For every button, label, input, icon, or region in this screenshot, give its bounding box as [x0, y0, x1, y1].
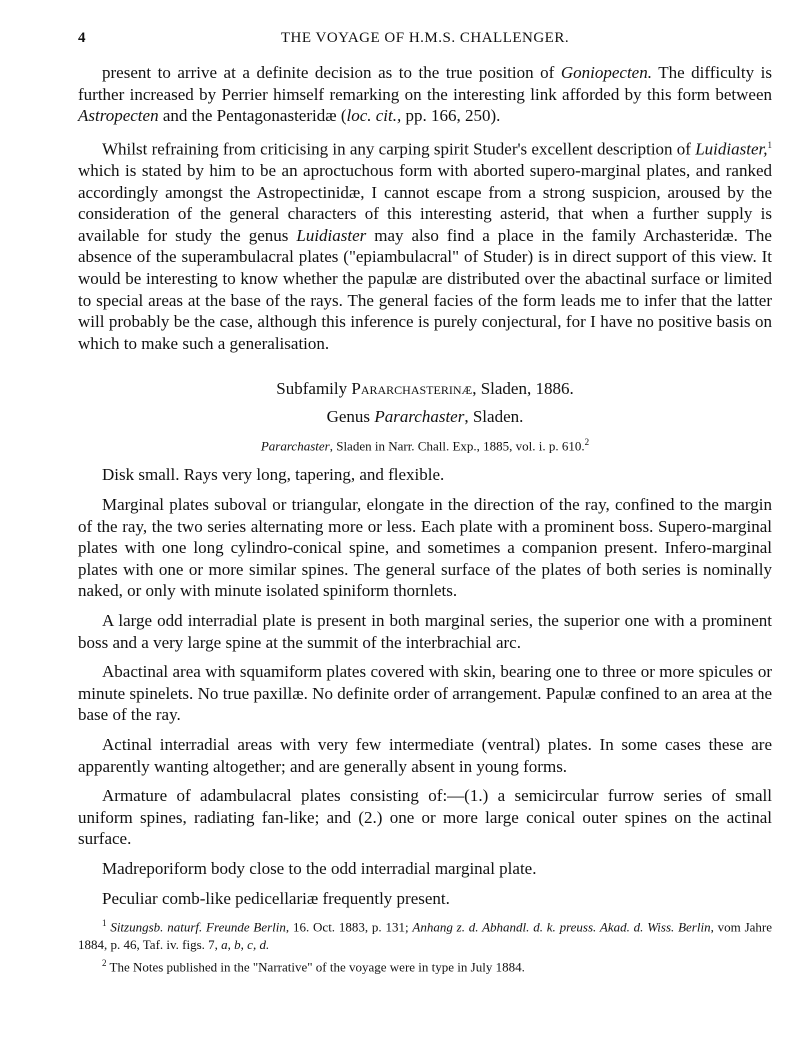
- genus-name: Pararchaster: [374, 406, 465, 426]
- text-run: Madreporiform body close to the odd interradial marginal plate.: [102, 858, 537, 878]
- subfamily-name: Pararchasterinæ: [351, 379, 473, 399]
- running-header: [78, 30, 772, 52]
- text-run: which is stated by him to be an aproctuchous form with aborted supero-marginal plates, and ranked accordingly amongst the Astropectinidæ, I cannot escape from a strong suspicion, aroused by the consideration of the general characters of this interesting asterid, that when a further supply is available for study the genus: [78, 161, 772, 245]
- text-run: The Notes published in the "Narrative" of the voyage were in type in July 1884.: [106, 958, 525, 974]
- text-run: Marginal plates suboval or triangular, elongate in the direction of the ray, confined to the margin of the ray, the two series alternating more or less. Each plate with a prominent boss. Supero-marginal plates with one long cylindro-conical spine, and sometimes a companion present. Infero-marginal plates with one or more similar spines. The general surface of the plates of both series is nominally naked, or only with minute isolated spiniform thornlets.: [78, 495, 772, 601]
- text-run: loc. cit.,: [346, 106, 402, 126]
- diagnosis-paragraph: [78, 494, 772, 602]
- text-run: The difficulty is further increased by Perrier himself remarking on the interesting link afforded by this form between: [78, 63, 772, 104]
- text-run: vom Jahre 1884, p. 46, Taf. iv. figs. 7,: [78, 919, 772, 952]
- text-run: Astropecten: [78, 106, 159, 126]
- footnote-marker: 1: [102, 918, 107, 929]
- footnote-marker: 2: [102, 957, 107, 968]
- diagnosis-paragraph: [78, 785, 772, 850]
- text-run: Disk small. Rays very long, tapering, and flexible.: [102, 465, 445, 485]
- footnote: [78, 955, 772, 975]
- text-run: Peculiar comb-like pedicellariæ frequently present.: [102, 888, 450, 908]
- subfamily-suffix: , Sladen, 1886.: [472, 379, 574, 399]
- footnote-marker: 1: [767, 139, 772, 150]
- text-run: a, b, c, d.: [221, 936, 270, 952]
- text-run: pp. 166, 250).: [401, 106, 501, 126]
- paragraph: [78, 62, 772, 127]
- text-run: may also find a place in the family Archasteridæ. The absence of the superambulacral plates ("epiambulacral" of Studer) is in direct support of this view. It would be interesting to know whether the papulæ are distributed over the abactinal surface or limited to special areas at the base of the rays. The general facies of the form leads me to infer that the latter will probably be the case, although this inference is purely conjectural, for I have no positive basis on which to make such a generalisation.: [78, 225, 772, 353]
- diagnosis-paragraph: [78, 661, 772, 726]
- text-run: Luidiaster: [296, 225, 367, 245]
- genus-suffix: , Sladen.: [464, 406, 524, 426]
- running-title: THE VOYAGE OF H.M.S. CHALLENGER.: [280, 30, 570, 46]
- diagnosis-paragraph: [78, 888, 772, 910]
- text-run: Armature of adambulacral plates consisting of:—(1.) a semicircular furrow series of small uniform spines, radiating fan-like; and (2.) one or more large conical outer spines on the actinal surface.: [78, 786, 772, 849]
- text-run: Sitzungsb. naturf. Freunde Berlin,: [110, 919, 290, 935]
- text-run: Whilst refraining from criticising in any carping spirit Studer's excellent description of: [102, 139, 696, 159]
- text-run: Abactinal area with squamiform plates covered with skin, bearing one to three or more spicules or minute spinelets. No true paxillæ. No definite order of arrangement. Papulæ confined to an area at the base of the ray.: [78, 662, 772, 725]
- text-run: present to arrive at a definite decision as to the true position of: [102, 63, 561, 82]
- subfamily-heading: [78, 378, 772, 400]
- reference-name: Pararchaster: [260, 437, 330, 453]
- text-run: A large odd interradial plate is present in both marginal series, the superior one with a prominent boss and a very large spine at the summit of the interbrachial arc.: [78, 611, 772, 652]
- diagnosis-paragraph: [78, 734, 772, 777]
- diagnosis-section: [78, 464, 772, 909]
- footnotes: [78, 915, 772, 975]
- genus-reference: [78, 432, 772, 457]
- text-run: Actinal interradial areas with very few intermediate (ventral) plates. In some cases these are apparently wanting altogether; and are generally absent in young forms.: [78, 735, 772, 776]
- genus-prefix: Genus: [326, 406, 375, 426]
- text-run: Goniopecten.: [560, 63, 652, 82]
- page-number: 4: [78, 30, 86, 46]
- footnote: [78, 915, 772, 952]
- page-body: [78, 62, 772, 975]
- diagnosis-paragraph: [78, 464, 772, 486]
- text-run: Luidiaster,: [695, 139, 768, 159]
- diagnosis-paragraph: [78, 610, 772, 653]
- diagnosis-paragraph: [78, 858, 772, 880]
- paragraph: [78, 135, 772, 355]
- text-run: Anhang z. d. Abhandl. d. k. preuss. Akad. d. Wiss. Berlin,: [412, 919, 714, 935]
- text-run: 16. Oct. 1883, p. 131;: [289, 919, 413, 935]
- text-run: and the Pentagonasteridæ (: [158, 106, 347, 126]
- reference-text: , Sladen in Narr. Chall. Exp., 1885, vol. i. p. 610.: [329, 437, 585, 453]
- genus-heading: [78, 406, 772, 428]
- subfamily-prefix: Subfamily: [276, 379, 352, 399]
- footnote-marker: 2: [584, 436, 590, 447]
- intro-section: [78, 62, 772, 354]
